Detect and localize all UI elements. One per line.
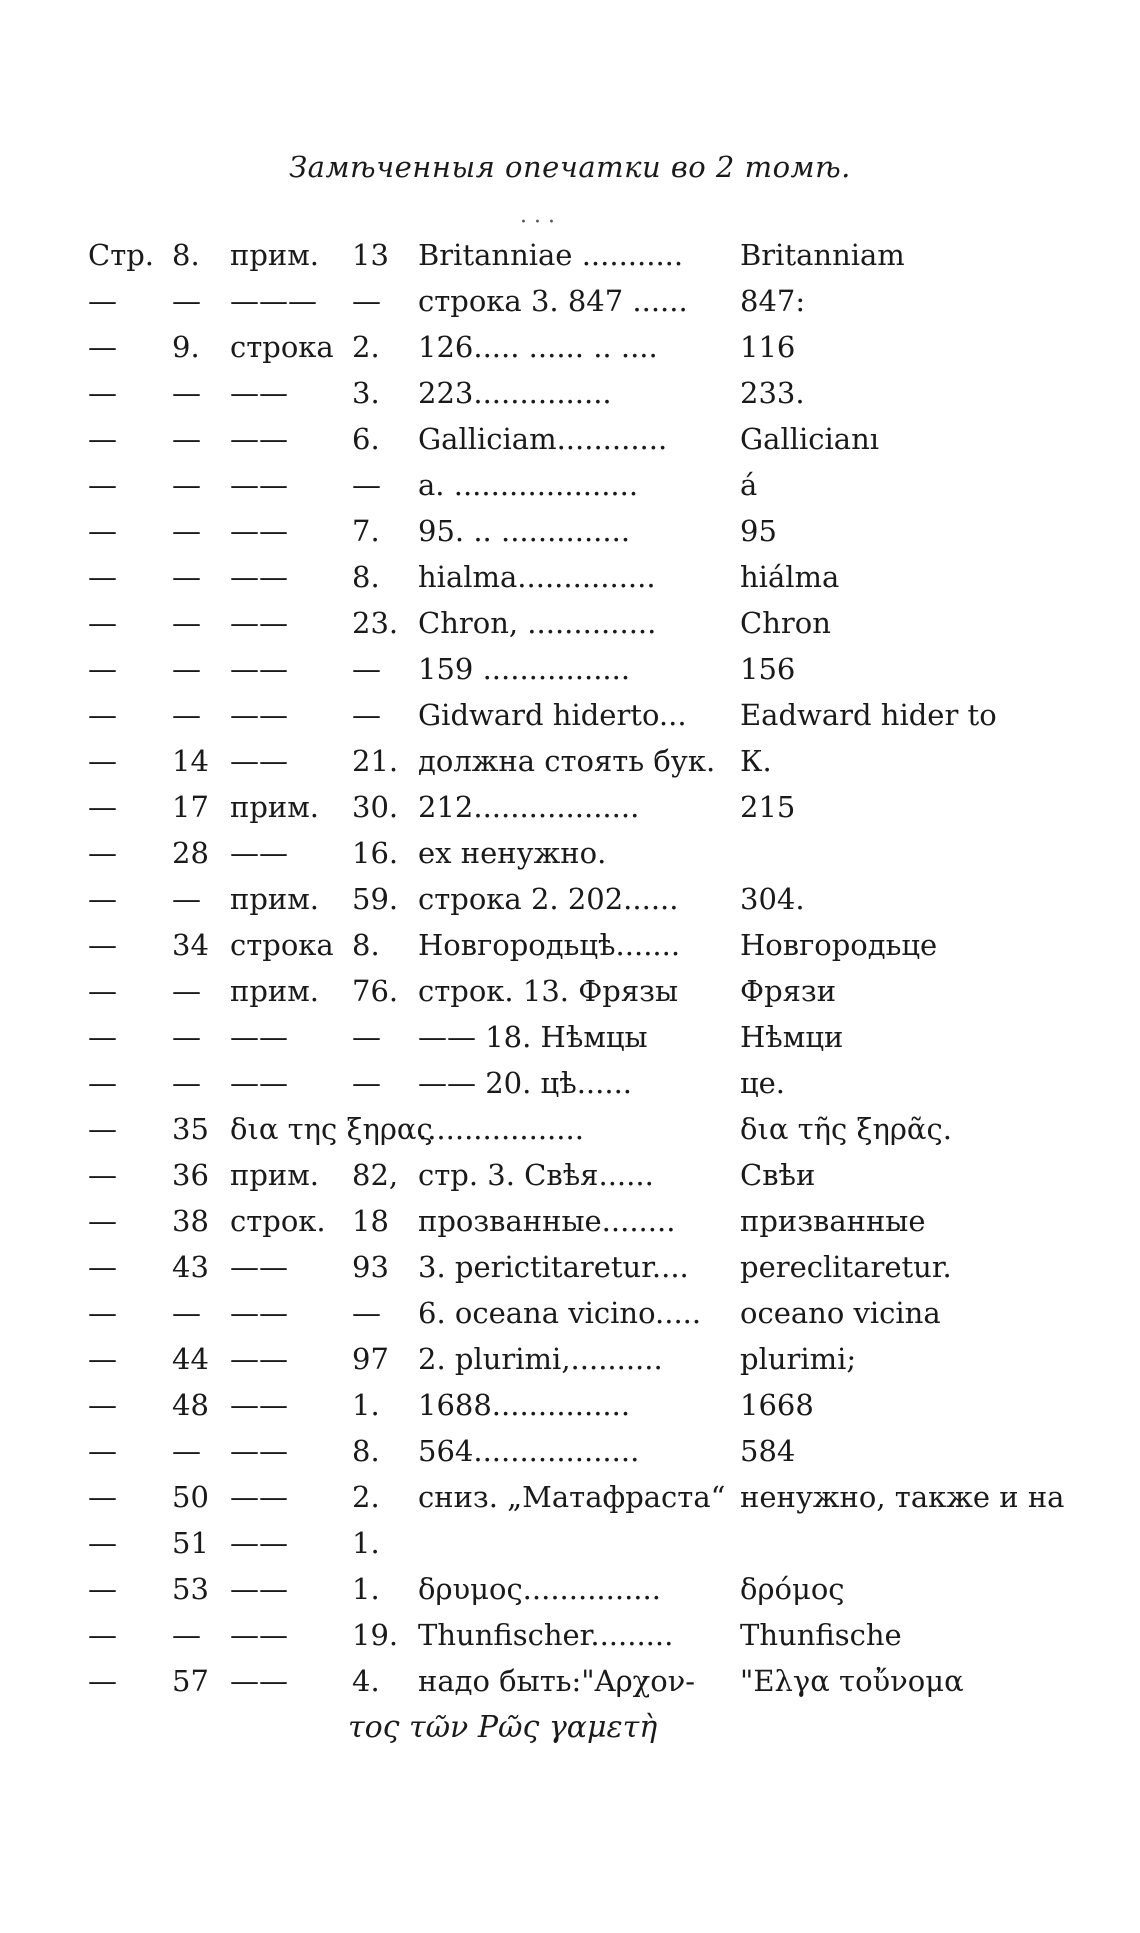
errata-page: — — [172, 560, 201, 594]
errata-line: — — [352, 468, 381, 502]
errata-kind: —— — [230, 744, 288, 778]
errata-wrong: должна стоять бук. — [418, 744, 716, 778]
errata-row — [0, 1250, 1140, 1296]
errata-correct: 584 — [740, 1434, 796, 1468]
errata-row — [0, 468, 1140, 514]
errata-continuation-row — [0, 1710, 1140, 1756]
errata-wrong: hialma............... — [418, 560, 656, 594]
errata-wrong: Chron, .............. — [418, 606, 657, 640]
errata-wrong: 159 ................ — [418, 652, 631, 686]
errata-page: — — [172, 1434, 201, 1468]
errata-line: 2. — [352, 330, 380, 364]
errata-row — [0, 1204, 1140, 1250]
errata-row — [0, 1526, 1140, 1572]
errata-line: 93 — [352, 1250, 389, 1284]
errata-page-prefix: — — [88, 376, 117, 410]
errata-kind: —— — [230, 1618, 288, 1652]
errata-line: 97 — [352, 1342, 389, 1376]
errata-page: 35 — [172, 1112, 209, 1146]
errata-wrong: строка 2. 202...... — [418, 882, 679, 916]
errata-correct: "Ελγα τοὔνομα — [740, 1664, 964, 1698]
errata-page: 48 — [172, 1388, 209, 1422]
errata-kind: прим. — [230, 790, 319, 824]
errata-page: — — [172, 882, 201, 916]
errata-page: 34 — [172, 928, 209, 962]
errata-kind: —— — [230, 514, 288, 548]
errata-kind: —— — [230, 1296, 288, 1330]
errata-page-prefix: — — [88, 606, 117, 640]
errata-wrong: 126..... ...... .. .... — [418, 330, 658, 364]
errata-page: — — [172, 468, 201, 502]
errata-row — [0, 560, 1140, 606]
errata-wrong: 2. plurimi,.......... — [418, 1342, 663, 1376]
errata-correct: Нѣмци — [740, 1020, 844, 1054]
errata-correct: К. — [740, 744, 772, 778]
errata-kind: строка — [230, 928, 334, 962]
errata-correct: plurimi; — [740, 1342, 857, 1376]
errata-page: — — [172, 1020, 201, 1054]
errata-row — [0, 606, 1140, 652]
errata-wrong: Новгородьцѣ....... — [418, 928, 681, 962]
errata-table — [0, 238, 1140, 1756]
errata-line: 76. — [352, 974, 399, 1008]
errata-page-prefix: — — [88, 698, 117, 732]
errata-page: 43 — [172, 1250, 209, 1284]
errata-wrong: 95. .. .............. — [418, 514, 631, 548]
errata-correct: oceano vicina — [740, 1296, 941, 1330]
errata-page: 53 — [172, 1572, 209, 1606]
errata-wrong: a. .................... — [418, 468, 639, 502]
errata-line: — — [352, 652, 381, 686]
errata-row — [0, 1480, 1140, 1526]
errata-page: 44 — [172, 1342, 209, 1376]
errata-wrong: Britanniae ........... — [418, 238, 684, 272]
errata-wrong: 3. perictitaretur.... — [418, 1250, 689, 1284]
errata-kind: —— — [230, 1526, 288, 1560]
errata-kind: —— — [230, 422, 288, 456]
errata-correct: Thunfische — [740, 1618, 902, 1652]
errata-correct: ненужно, также и на — [740, 1480, 1065, 1514]
speck: · · · — [520, 210, 555, 235]
errata-kind: —— — [230, 698, 288, 732]
errata-line: 13 — [352, 238, 389, 272]
errata-page-prefix: — — [88, 468, 117, 502]
errata-page: — — [172, 974, 201, 1008]
errata-row — [0, 744, 1140, 790]
errata-correct: 215 — [740, 790, 796, 824]
errata-line: 1. — [352, 1388, 380, 1422]
errata-page-prefix: — — [88, 1434, 117, 1468]
errata-correct: Britanniam — [740, 238, 905, 272]
errata-row — [0, 1664, 1140, 1710]
errata-page-prefix: — — [88, 1296, 117, 1330]
errata-page-prefix: — — [88, 744, 117, 778]
errata-line: 3. — [352, 376, 380, 410]
errata-page: 50 — [172, 1480, 209, 1514]
errata-page: 38 — [172, 1204, 209, 1238]
errata-correct: 847: — [740, 284, 806, 318]
errata-row — [0, 1066, 1140, 1112]
errata-kind: —— — [230, 1480, 288, 1514]
errata-wrong: сниз. „Матафраста“ — [418, 1480, 726, 1514]
errata-page: 8. — [172, 238, 200, 272]
errata-page-prefix: — — [88, 330, 117, 364]
errata-kind: прим. — [230, 1158, 319, 1192]
errata-page-prefix: — — [88, 284, 117, 318]
errata-correct: 304. — [740, 882, 805, 916]
errata-line: — — [352, 698, 381, 732]
errata-page-prefix: — — [88, 1158, 117, 1192]
errata-kind: —— — [230, 1388, 288, 1422]
errata-correct: 233. — [740, 376, 805, 410]
errata-page: — — [172, 376, 201, 410]
errata-correct: Chron — [740, 606, 831, 640]
errata-wrong: стр. 3. Свѣя...... — [418, 1158, 654, 1192]
errata-row — [0, 330, 1140, 376]
errata-line: 1. — [352, 1572, 380, 1606]
errata-wrong: ex ненужно. — [418, 836, 607, 870]
errata-kind: —— — [230, 560, 288, 594]
errata-page: 28 — [172, 836, 209, 870]
errata-page-prefix: — — [88, 1618, 117, 1652]
errata-kind: —— — [230, 1066, 288, 1100]
errata-correct: 116 — [740, 330, 796, 364]
errata-page: 17 — [172, 790, 209, 824]
errata-kind: —— — [230, 1664, 288, 1698]
errata-page: — — [172, 1296, 201, 1330]
errata-wrong: 212.................. — [418, 790, 640, 824]
errata-wrong: строка 3. 847 ...... — [418, 284, 688, 318]
errata-page: — — [172, 284, 201, 318]
errata-page-prefix: — — [88, 652, 117, 686]
errata-line: 2. — [352, 1480, 380, 1514]
errata-wrong: δρυμος............... — [418, 1572, 661, 1606]
errata-correct: á — [740, 468, 758, 502]
errata-line: 8. — [352, 1434, 380, 1468]
errata-row — [0, 422, 1140, 468]
errata-page: 36 — [172, 1158, 209, 1192]
errata-kind: строка — [230, 330, 334, 364]
errata-line: — — [352, 1296, 381, 1330]
errata-page-prefix: — — [88, 514, 117, 548]
errata-page-prefix: — — [88, 1480, 117, 1514]
errata-wrong: Gidward hiderto... — [418, 698, 687, 732]
errata-page: — — [172, 1618, 201, 1652]
errata-row — [0, 882, 1140, 928]
errata-row — [0, 1342, 1140, 1388]
errata-page-prefix: — — [88, 1526, 117, 1560]
errata-line: 21. — [352, 744, 399, 778]
errata-page-prefix: — — [88, 790, 117, 824]
errata-page: — — [172, 698, 201, 732]
errata-page-prefix: — — [88, 1250, 117, 1284]
errata-row — [0, 1112, 1140, 1158]
errata-kind: —— — [230, 1250, 288, 1284]
errata-row — [0, 790, 1140, 836]
errata-line: 30. — [352, 790, 399, 824]
errata-row — [0, 1434, 1140, 1480]
errata-row — [0, 928, 1140, 974]
errata-row — [0, 652, 1140, 698]
errata-wrong: .................. — [418, 1112, 584, 1146]
errata-wrong: надо быть:"Αρχον- — [418, 1664, 696, 1698]
errata-page: — — [172, 606, 201, 640]
errata-row — [0, 1618, 1140, 1664]
errata-line: 4. — [352, 1664, 380, 1698]
errata-page-prefix: — — [88, 1066, 117, 1100]
errata-page: — — [172, 514, 201, 548]
errata-correct: Новгородьце — [740, 928, 938, 962]
errata-line: — — [352, 284, 381, 318]
errata-line: 18 — [352, 1204, 389, 1238]
errata-page-prefix: — — [88, 1204, 117, 1238]
errata-kind: прим. — [230, 974, 319, 1008]
errata-kind: строк. — [230, 1204, 326, 1238]
errata-row — [0, 1020, 1140, 1066]
errata-correct: 95 — [740, 514, 777, 548]
errata-wrong: 1688............... — [418, 1388, 631, 1422]
errata-page: 9. — [172, 330, 200, 364]
errata-kind: —— — [230, 468, 288, 502]
errata-line: 1. — [352, 1526, 380, 1560]
errata-page: — — [172, 652, 201, 686]
errata-row — [0, 836, 1140, 882]
errata-line: 6. — [352, 422, 380, 456]
errata-kind: δια της ξηρας — [230, 1112, 433, 1146]
errata-kind: —— — [230, 652, 288, 686]
errata-correct: δια τῆς ξηρᾶς. — [740, 1112, 952, 1146]
errata-wrong: Thunfischer......... — [418, 1618, 674, 1652]
errata-page: — — [172, 422, 201, 456]
errata-correct: pereclitaretur. — [740, 1250, 952, 1284]
errata-row — [0, 376, 1140, 422]
errata-page-prefix: — — [88, 1388, 117, 1422]
errata-page-prefix: — — [88, 1020, 117, 1054]
errata-kind: —— — [230, 606, 288, 640]
errata-kind: —— — [230, 1020, 288, 1054]
errata-line: — — [352, 1020, 381, 1054]
errata-wrong: —— 20. цѣ...... — [418, 1066, 633, 1100]
errata-wrong: строк. 13. Фрязы — [418, 974, 679, 1008]
errata-row — [0, 698, 1140, 744]
errata-correct: δρόμος — [740, 1572, 845, 1606]
errata-kind: —— — [230, 1342, 288, 1376]
errata-row — [0, 238, 1140, 284]
errata-wrong: 6. oceana vicino..... — [418, 1296, 702, 1330]
errata-row — [0, 1158, 1140, 1204]
errata-page-prefix: — — [88, 560, 117, 594]
errata-page-prefix: — — [88, 1112, 117, 1146]
errata-correct: Свѣи — [740, 1158, 816, 1192]
errata-line: — — [352, 1066, 381, 1100]
errata-row — [0, 974, 1140, 1020]
errata-correct: Фрязи — [740, 974, 837, 1008]
errata-page-prefix: — — [88, 1572, 117, 1606]
errata-correct: Gallicianı — [740, 422, 880, 456]
errata-page: 57 — [172, 1664, 209, 1698]
errata-page-prefix: — — [88, 882, 117, 916]
errata-kind: —— — [230, 1572, 288, 1606]
errata-page-prefix: — — [88, 1342, 117, 1376]
errata-page-prefix: Стр. — [88, 238, 155, 272]
errata-wrong: 564.................. — [418, 1434, 640, 1468]
errata-row — [0, 284, 1140, 330]
errata-page: 51 — [172, 1526, 209, 1560]
errata-page-prefix: — — [88, 836, 117, 870]
errata-row — [0, 514, 1140, 560]
errata-wrong: —— 18. Нѣмцы — [418, 1020, 648, 1054]
errata-line: 82, — [352, 1158, 399, 1192]
errata-correct: 156 — [740, 652, 796, 686]
errata-wrong: прозванные........ — [418, 1204, 676, 1238]
errata-page: — — [172, 1066, 201, 1100]
errata-kind: прим. — [230, 882, 319, 916]
errata-page-prefix: — — [88, 1664, 117, 1698]
errata-correct: це. — [740, 1066, 786, 1100]
errata-line: 16. — [352, 836, 399, 870]
errata-correct: 1668 — [740, 1388, 814, 1422]
errata-continuation: τος τῶν Ρῶς γαμετὴ — [348, 1710, 658, 1745]
errata-kind: —— — [230, 1434, 288, 1468]
errata-wrong: Galliciam............ — [418, 422, 668, 456]
errata-page-prefix: — — [88, 974, 117, 1008]
page-title: Замѣченныя опечатки во 2 томѣ. — [289, 150, 851, 184]
errata-page-prefix: — — [88, 422, 117, 456]
errata-row — [0, 1572, 1140, 1618]
errata-kind: прим. — [230, 238, 319, 272]
errata-line: 8. — [352, 928, 380, 962]
errata-line: 59. — [352, 882, 399, 916]
errata-line: 23. — [352, 606, 399, 640]
errata-page-prefix: — — [88, 928, 117, 962]
errata-kind: ——— — [230, 284, 317, 318]
errata-line: 7. — [352, 514, 380, 548]
errata-row — [0, 1388, 1140, 1434]
errata-line: 19. — [352, 1618, 399, 1652]
errata-correct: hiálma — [740, 560, 840, 594]
errata-kind: —— — [230, 376, 288, 410]
errata-row — [0, 1296, 1140, 1342]
errata-correct: призванные — [740, 1204, 926, 1238]
errata-wrong: 223............... — [418, 376, 612, 410]
errata-kind: —— — [230, 836, 288, 870]
errata-correct: Eadward hider to — [740, 698, 997, 732]
errata-line: 8. — [352, 560, 380, 594]
errata-page: 14 — [172, 744, 209, 778]
